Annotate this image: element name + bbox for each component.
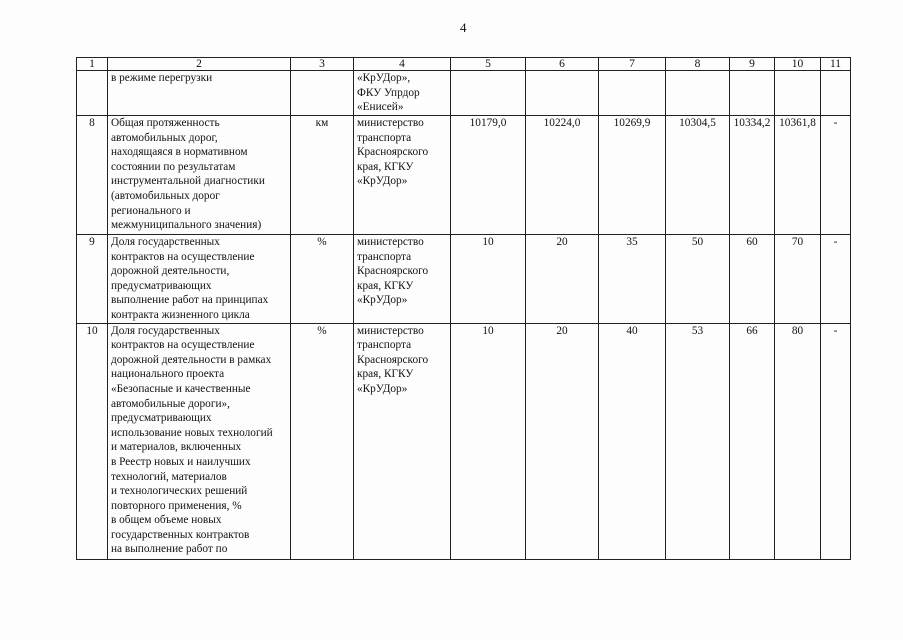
row-number: 9 — [77, 235, 108, 324]
responsible — [354, 323, 451, 559]
value-cell: 40 — [599, 323, 666, 559]
col-header: 2 — [108, 58, 291, 71]
value-cell: 70 — [775, 235, 821, 324]
responsible-line: министерство — [357, 324, 424, 337]
responsible-line: края, КГКУ — [357, 279, 414, 292]
responsible-line: «КрУДор» — [357, 294, 408, 307]
indicator-name-line: регионального и — [111, 204, 191, 217]
indicator-name-line: и технологических решений — [111, 485, 248, 498]
indicator-name-line: на выполнение работ по — [111, 543, 228, 556]
value-cell: 10304,5 — [666, 116, 730, 235]
value-cell: 35 — [599, 235, 666, 324]
col-header: 10 — [775, 58, 821, 71]
indicator-name-line: национального проекта — [111, 368, 225, 381]
col11-cell: - — [821, 116, 851, 235]
value-cell — [775, 71, 821, 116]
responsible-line: министерство — [357, 236, 424, 248]
row-number: 8 — [77, 116, 108, 235]
value-cell: 20 — [526, 323, 599, 559]
value-cell: 20 — [526, 235, 599, 324]
col-header: 4 — [354, 58, 451, 71]
value-cell — [599, 71, 666, 116]
col-header: 5 — [451, 58, 526, 71]
responsible-line: транспорта — [357, 131, 412, 144]
row-number: 10 — [77, 323, 108, 559]
indicator-name-line: автомобильных дорог, — [111, 131, 218, 144]
indicator-name-line: состоянии по результатам — [111, 160, 236, 173]
indicator-name-line: использование новых технологий — [111, 426, 273, 439]
responsible-line: «КрУДор», — [357, 72, 411, 84]
indicator-name — [108, 71, 291, 116]
header-row — [77, 58, 851, 71]
indicator-name — [108, 235, 291, 324]
indicator-name-line: дорожной деятельности, — [111, 265, 230, 278]
col-header: 3 — [291, 58, 354, 71]
value-cell — [526, 71, 599, 116]
indicator-name-line: инструментальной диагностики — [111, 175, 265, 188]
responsible-line: ФКУ Упрдор — [357, 86, 420, 99]
table-row — [77, 116, 851, 235]
value-cell: 60 — [730, 235, 775, 324]
responsible — [354, 71, 451, 116]
responsible — [354, 116, 451, 235]
value-cell — [451, 71, 526, 116]
responsible-line: транспорта — [357, 250, 412, 263]
value-cell: 10 — [451, 235, 526, 324]
indicator-name-line: автомобильные дороги», — [111, 397, 230, 410]
indicator-name-line: находящаяся в нормативном — [111, 146, 248, 159]
indicator-name-line: предусматривающих — [111, 412, 212, 425]
responsible-line: Красноярского — [357, 353, 429, 366]
indicator-name-line: повторного применения, % — [111, 499, 242, 512]
indicator-name-line: межмуниципального значения) — [111, 219, 262, 232]
table-row — [77, 323, 851, 559]
indicator-name-line: в общем объеме новых — [111, 514, 222, 527]
col-header: 1 — [77, 58, 108, 71]
col-header: 9 — [730, 58, 775, 71]
value-cell: 80 — [775, 323, 821, 559]
value-cell: 10179,0 — [451, 116, 526, 235]
value-cell: 66 — [730, 323, 775, 559]
value-cell: 10224,0 — [526, 116, 599, 235]
col11-cell — [821, 71, 851, 116]
indicator-name-line: и материалов, включенных — [111, 441, 242, 454]
responsible-line: министерство — [357, 117, 424, 129]
responsible-line: «Енисей» — [357, 101, 404, 114]
value-cell: 10 — [451, 323, 526, 559]
indicator-name-line: контрактов на осуществление — [111, 250, 255, 263]
responsible-line: Красноярского — [357, 265, 429, 278]
responsible-line: края, КГКУ — [357, 368, 414, 381]
responsible — [354, 235, 451, 324]
unit: % — [291, 323, 354, 559]
value-cell: 53 — [666, 323, 730, 559]
responsible-line: транспорта — [357, 339, 412, 352]
col-header: 11 — [821, 58, 851, 71]
page-number: 4 — [460, 20, 467, 35]
value-cell: 10269,9 — [599, 116, 666, 235]
col11-cell: - — [821, 323, 851, 559]
indicator-name-line: государственных контрактов — [111, 528, 250, 541]
col-header: 6 — [526, 58, 599, 71]
value-cell: 50 — [666, 235, 730, 324]
indicator-name — [108, 116, 291, 235]
col-header: 7 — [599, 58, 666, 71]
indicator-name-line: технологий, материалов — [111, 470, 227, 483]
unit: км — [291, 116, 354, 235]
indicator-name-line: Общая протяженность — [111, 117, 220, 129]
row-number — [77, 71, 108, 116]
indicator-name-line: Доля государственных — [111, 236, 220, 248]
indicator-name — [108, 323, 291, 559]
col-header: 8 — [666, 58, 730, 71]
col11-cell: - — [821, 235, 851, 324]
indicator-name-line: «Безопасные и качественные — [111, 382, 251, 395]
indicator-name-line: Доля государственных — [111, 324, 220, 337]
indicator-name-line: дорожной деятельности в рамках — [111, 353, 272, 366]
table-row — [77, 235, 851, 324]
indicator-name-line: выполнение работ на принципах — [111, 294, 269, 307]
responsible-line: «КрУДор» — [357, 175, 408, 188]
indicator-name-line: контрактов на осуществление — [111, 339, 255, 352]
indicator-name-line: контракта жизненного цикла — [111, 308, 250, 321]
table-row — [77, 71, 851, 116]
value-cell — [666, 71, 730, 116]
indicator-name-line: в Реестр новых и наилучших — [111, 455, 251, 468]
unit: % — [291, 235, 354, 324]
indicator-name-line: в режиме перегрузки — [111, 72, 213, 84]
value-cell: 10334,2 — [730, 116, 775, 235]
responsible-line: края, КГКУ — [357, 160, 414, 173]
value-cell — [730, 71, 775, 116]
responsible-line: «КрУДор» — [357, 382, 408, 395]
indicators-table — [76, 57, 851, 560]
indicator-name-line: (автомобильных дорог — [111, 189, 220, 202]
responsible-line: Красноярского — [357, 146, 429, 159]
value-cell: 10361,8 — [775, 116, 821, 235]
indicator-name-line: предусматривающих — [111, 279, 212, 292]
unit — [291, 71, 354, 116]
